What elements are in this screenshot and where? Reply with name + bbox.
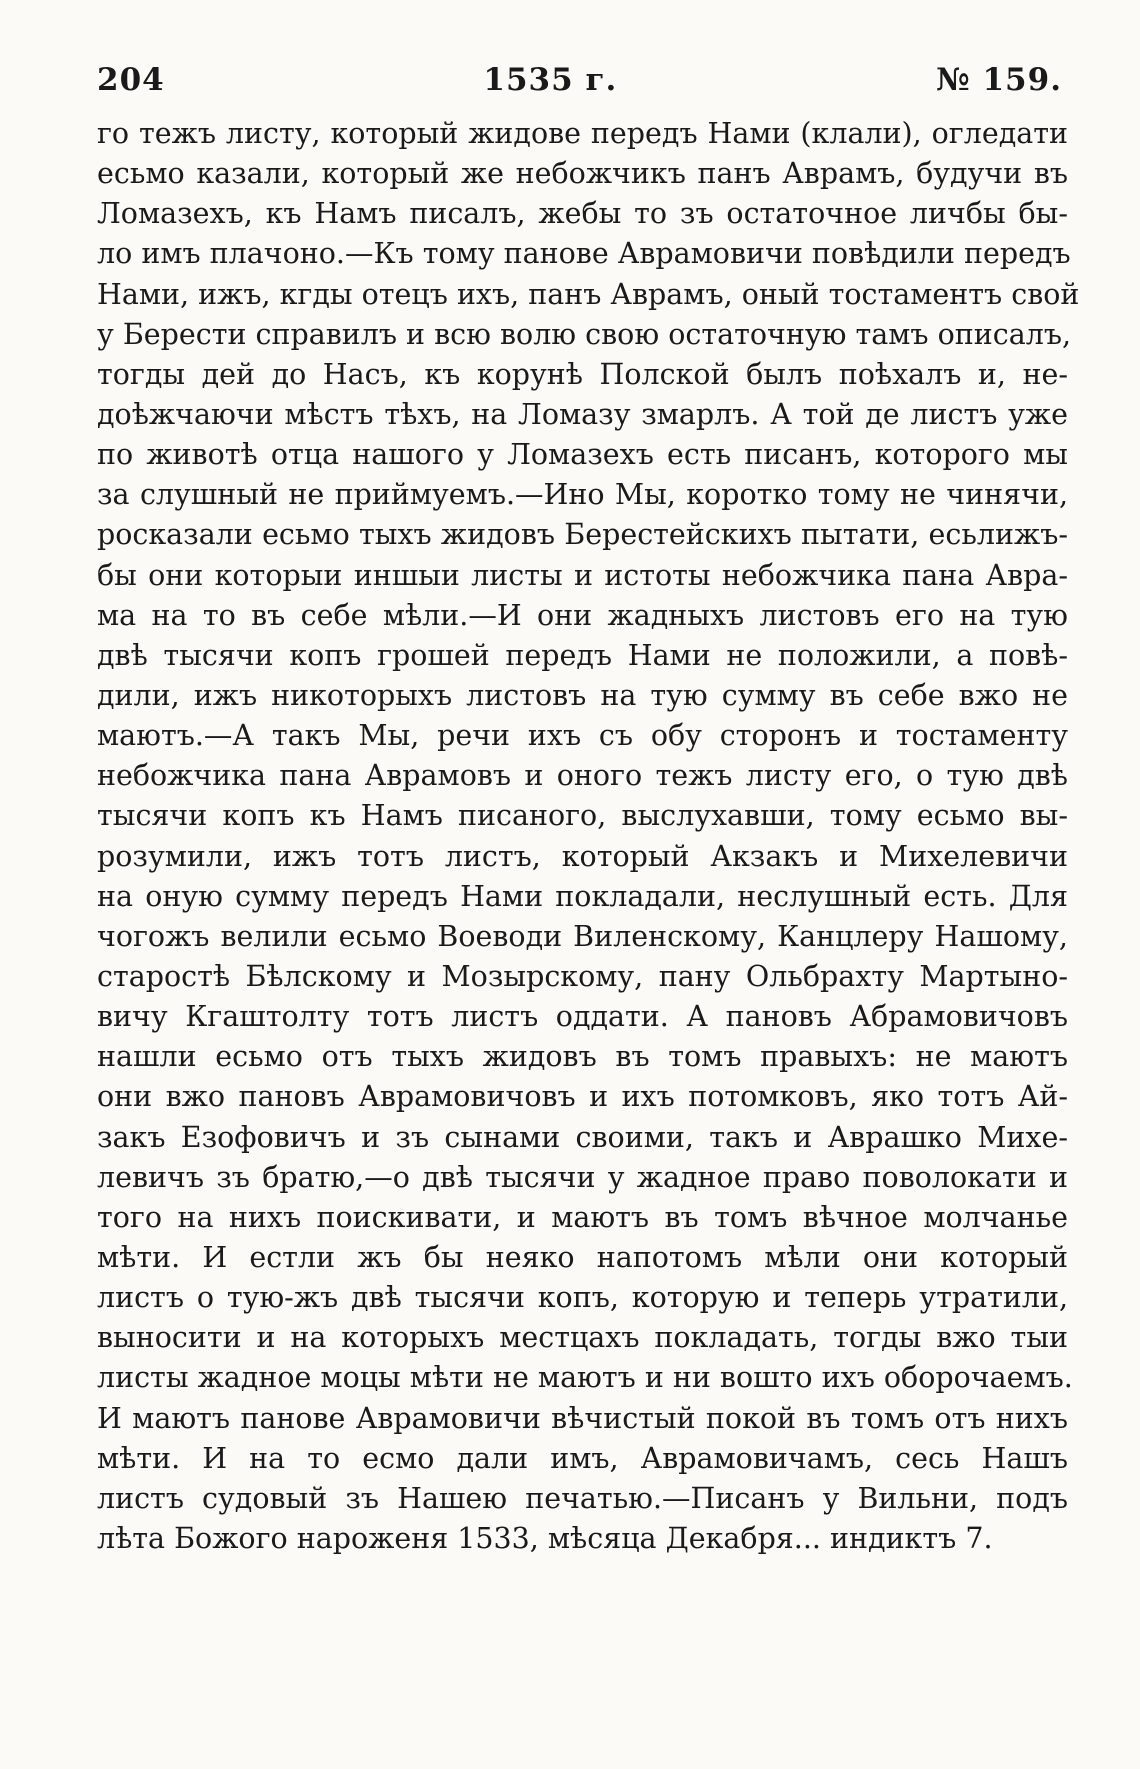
text-line: по животѣ отца нашого у Ломазехъ есть писанъ, которого мы [97,438,1068,472]
text-line: за слушный не приймуемъ.—Ино Мы, коротко тому не чинячи, [97,478,1068,512]
text-line: левичъ зъ братю,—о двѣ тысячи у жадное право поволокати и [97,1160,1068,1194]
text-line: Нами, ижъ, кгды отецъ ихъ, панъ Аврамъ, оный тостаментъ свой [97,277,1080,311]
text-line: тогды дей до Насъ, къ корунѣ Полской былъ поѣхалъ и, не- [97,357,1068,391]
year-heading: 1535 г. [483,62,618,98]
text-line: го тежъ листу, который жидове передъ Нами (клали), огледати [97,117,1068,150]
text-line: доѣжчаючи мѣстъ тѣхъ, на Ломазу змарлъ. А той де листъ уже [97,397,1068,431]
text-line: нашли есьмо отъ тыхъ жидовъ въ томъ правыхъ: не маютъ [97,1040,1068,1074]
text-line: двѣ тысячи копъ грошей передъ Нами не положили, а повѣ- [97,638,1068,672]
text-line: ма на то въ себе мѣли.—И они жадныхъ листовъ его на тую [97,598,1068,632]
text-line: мѣти. И на то есмо дали имъ, Аврамовичамъ, сесь Нашъ [97,1441,1068,1475]
text-line: И маютъ панове Аврамовичи вѣчистый покой въ томъ отъ нихъ [97,1401,1068,1435]
text-line: тысячи копъ къ Намъ писаного, выслухавши, тому есьмо вы- [97,799,1068,833]
text-line: росказали есьмо тыхъ жидовъ Берестейскихъ пытати, есьлижъ- [97,518,1068,552]
text-line: листъ о тую-жъ двѣ тысячи копъ, которую и теперь утратили, [97,1281,1068,1315]
text-line: того на нихъ поискивати, и маютъ въ томъ вѣчное молчанье [97,1200,1068,1234]
text-line: закъ Езофовичъ и зъ сынами своими, такъ и Аврашко Михе- [97,1120,1068,1154]
text-line: вичу Кгаштолту тотъ листъ оддати. А пановъ Абрамовичовъ [97,1000,1068,1034]
text-line: они вжо пановъ Аврамовичовъ и ихъ потомковъ, яко тотъ Ай- [97,1080,1068,1114]
text-line: у Берести справилъ и всю волю свою остаточную тамъ описалъ, [97,317,1072,351]
document-number: № 159. [936,62,1062,98]
body-text [97,114,1080,1559]
text-line: чогожъ велили есьмо Воеводи Виленскому, Канцлеру Нашому, [97,919,1068,953]
text-line: на оную сумму передъ Нами покладали, неслушный есть. Для [97,879,1068,913]
text-line: бы они которыи иншыи листы и истоты небожчика пана Авра- [97,558,1068,592]
page-number: 204 [97,62,165,98]
text-line: ло имъ плачоно.—Къ тому панове Аврамовичи повѣдили передъ [97,237,1071,271]
text-line: небожчика пана Аврамовъ и оного тежъ листу его, о тую двѣ [97,759,1068,793]
text-line: маютъ.—А такъ Мы, речи ихъ съ обу сторонъ и тостаменту [97,719,1068,753]
text-line: розумили, ижъ тотъ листъ, который Акзакъ и Михелевичи [97,839,1068,873]
text-line: листы жадное моцы мѣти не маютъ и ни вошто ихъ оборочаемъ. [97,1361,1073,1395]
text-line: листъ судовый зъ Нашею печатью.—Писанъ у Вильни, подъ [97,1481,1068,1515]
text-line: дили, ижъ никоторыхъ листовъ на тую сумму въ себе вжо не [97,678,1068,712]
text-line: есьмо казали, который же небожчикъ панъ Аврамъ, будучи въ [97,157,1068,191]
text-line: мѣти. И естли жъ бы неяко напотомъ мѣли они который [97,1240,1068,1274]
text-line: Ломазехъ, къ Намъ писалъ, жебы то зъ остаточное личбы бы- [97,197,1068,231]
text-line: лѣта Божого нароженя 1533, мѣсяца Декабря... индиктъ 7. [97,1521,993,1555]
text-line: старостѣ Бѣлскому и Мозырскому, пану Ольбрахту Мартыно- [97,959,1068,993]
text-line: выносити и на которыхъ местцахъ покладать, тогды вжо тыи [97,1321,1068,1355]
running-header [97,62,1068,98]
